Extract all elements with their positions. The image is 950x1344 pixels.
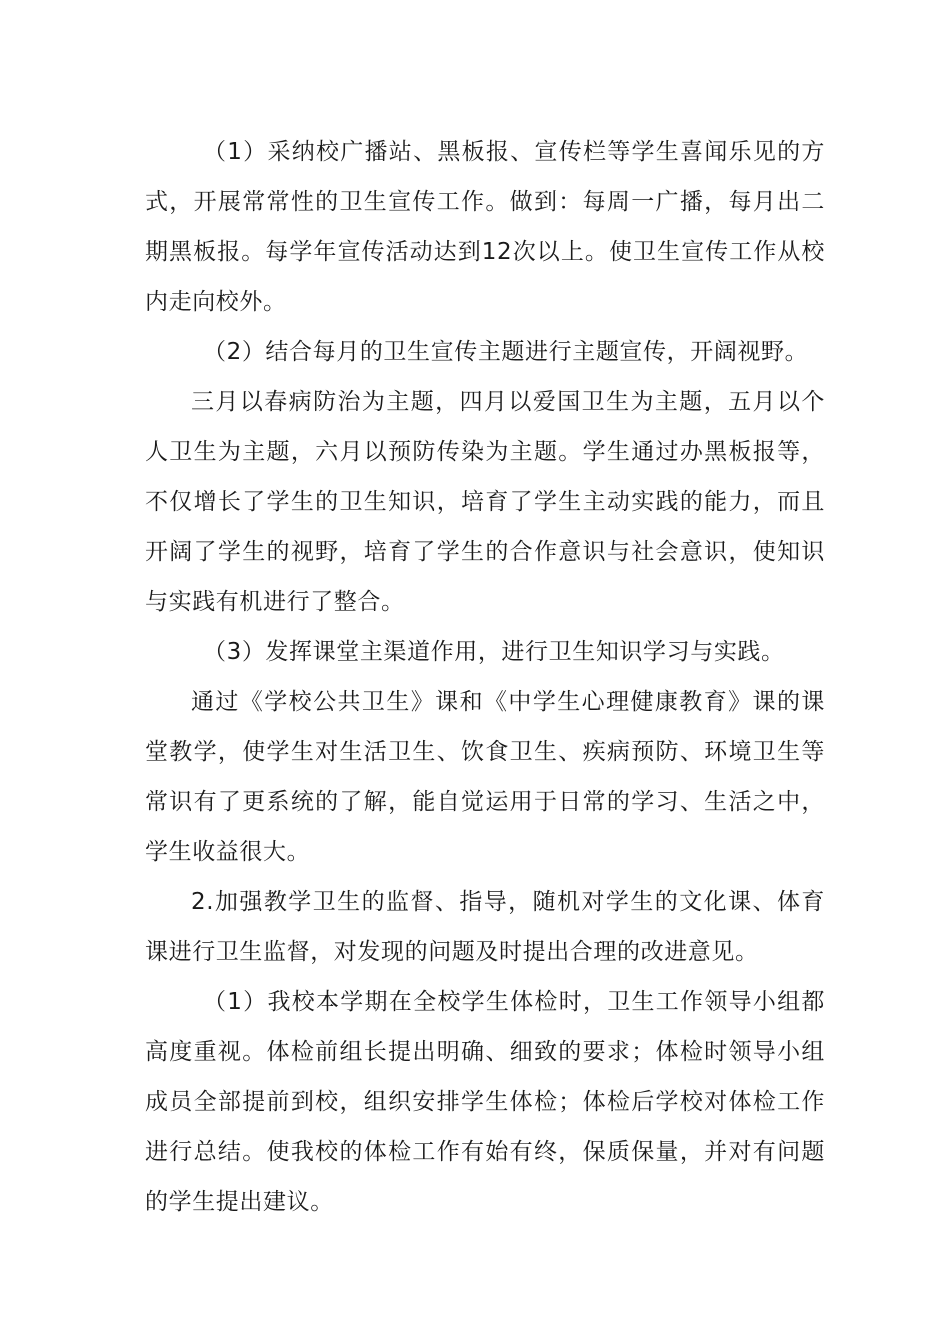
paragraph-6: 2.加强教学卫生的监督、指导，随机对学生的文化课、体育课进行卫生监督，对发现的问题及时提出合理的改进意见。 <box>145 889 825 965</box>
paragraph-2: （2）结合每月的卫生宣传主题进行主题宣传，开阔视野。 <box>203 339 809 365</box>
paragraph-3: 三月以春病防治为主题，四月以爱国卫生为主题，五月以个人卫生为主题，六月以预防传染为主题。学生通过办黑板报等，不仅增长了学生的卫生知识，培育了学生主动实践的能力，而且开阔了学生的视野，培育了学生的合作意识与社会意识，使知识与实践有机进行了整合。 <box>145 389 825 615</box>
paragraph-4: （3）发挥课堂主渠道作用，进行卫生知识学习与实践。 <box>203 639 785 665</box>
paragraph-7: （1）我校本学期在全校学生体检时，卫生工作领导小组都高度重视。体检前组长提出明确、细致的要求；体检时领导小组成员全部提前到校，组织安排学生体检；体检后学校对体检工作进行总结。使我校的体检工作有始有终，保质保量，并对有问题的学生提出建议。 <box>145 989 825 1215</box>
document-body <box>145 127 825 1227</box>
paragraph-5: 通过《学校公共卫生》课和《中学生心理健康教育》课的课堂教学，使学生对生活卫生、饮食卫生、疾病预防、环境卫生等常识有了更系统的了解，能自觉运用于日常的学习、生活之中，学生收益很大。 <box>145 689 825 865</box>
paragraph-1: （1）采纳校广播站、黑板报、宣传栏等学生喜闻乐见的方式，开展常常性的卫生宣传工作。做到：每周一广播，每月出二期黑板报。每学年宣传活动达到12次以上。使卫生宣传工作从校内走向校外。 <box>145 139 825 315</box>
